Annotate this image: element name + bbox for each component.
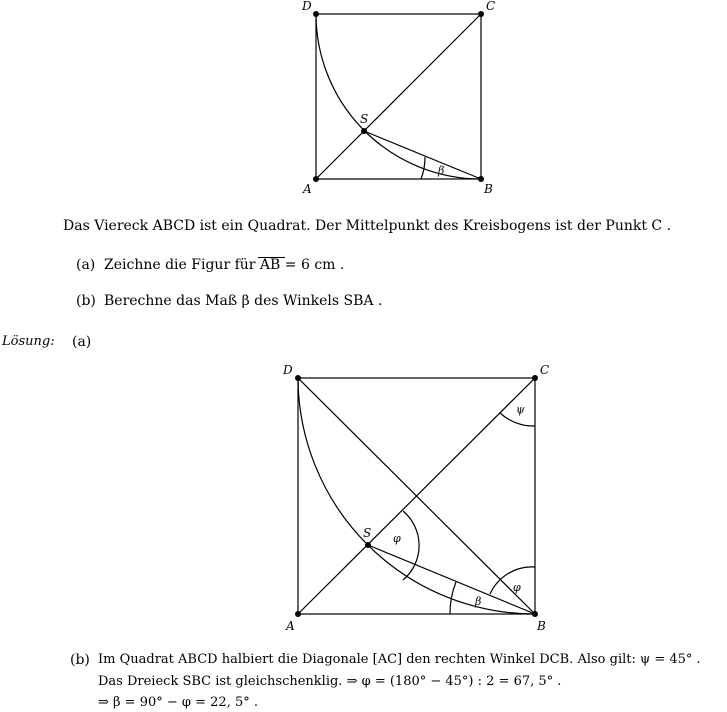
part-b-text: Berechne das Maß β des Winkels SBA . [104,293,383,309]
solution-heading: Lösung: [2,334,55,349]
point-a [313,176,319,182]
point-s-2 [365,542,371,548]
part-a-text: Zeichne die Figur für AB = 6 cm . [104,257,345,273]
point-c-2 [532,375,538,381]
solution-b-marker: (b) [70,652,90,668]
part-b-marker: (b) [76,293,96,309]
solution-a-marker: (a) [72,334,92,350]
figure-2 [298,378,535,614]
problem-intro: Das Viereck ABCD ist ein Quadrat. Der Mittelpunkt des Kreisbogens ist der Punkt C . [63,218,672,234]
label-b: B [484,182,493,196]
solution-line-3: ⇒ β = 90° − φ = 22, 5° . [98,695,258,710]
part-a-marker: (a) [76,257,96,273]
solution-line-1: Im Quadrat ABCD halbiert die Diagonale [AC] den rechten Winkel DCB. Also gilt: ψ = 45° . [98,652,701,667]
point-a-2 [295,611,301,617]
point-c [478,11,484,17]
label-s-2: S [363,526,372,540]
diagonal-ac [316,14,481,179]
point-d-2 [295,375,301,381]
ab-overline [258,257,285,258]
label-d-2: D [283,363,293,377]
label-s: S [360,112,369,126]
solution-line-2: Das Dreieck SBC ist gleichschenklig. ⇒ φ = (180° − 45°) : 2 = 67, 5° . [98,674,562,689]
label-a-2: A [286,619,295,633]
label-psi: ψ [516,403,525,416]
segment-sb [364,131,481,179]
label-b-2: B [537,619,546,633]
label-c-2: C [540,363,550,377]
angle-beta2-arc [450,582,456,614]
label-beta-2: β [475,595,482,608]
segment-sb-2 [368,545,535,614]
angle-phi1-arc [403,511,419,580]
point-b-2 [532,611,538,617]
point-s [361,128,367,134]
label-phi-2: φ [513,581,521,594]
label-beta: β [438,164,445,177]
label-d: D [302,0,312,13]
point-d [313,11,319,17]
label-phi-1: φ [393,532,401,545]
label-a: A [303,182,312,196]
label-c: C [486,0,496,13]
